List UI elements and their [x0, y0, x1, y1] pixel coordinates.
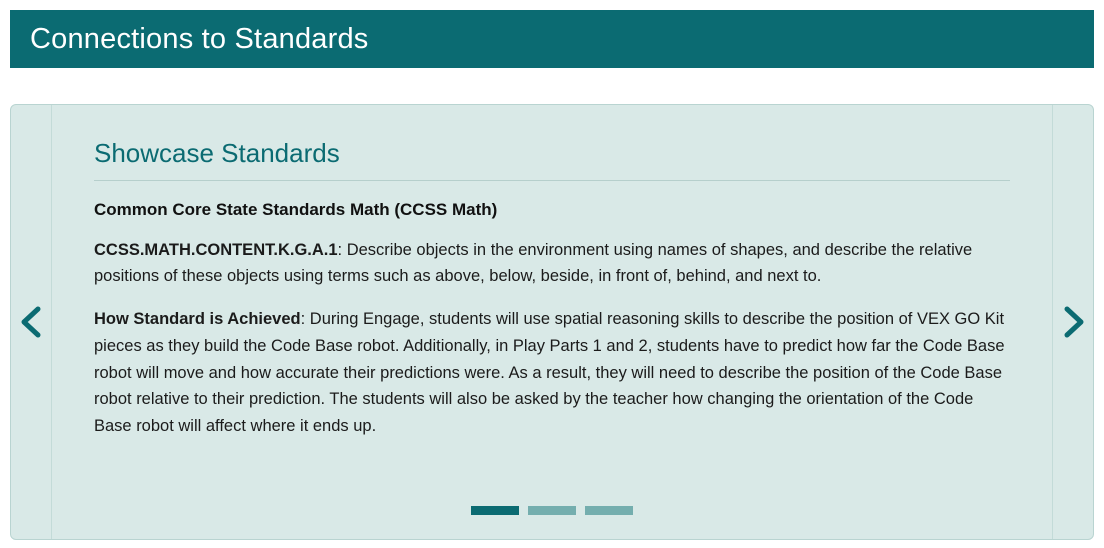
- standard-set-heading: Common Core State Standards Math (CCSS Math): [94, 199, 498, 219]
- carousel-indicator-2[interactable]: [528, 506, 576, 515]
- standard-description-text: : Describe objects in the environment using names of shapes, and describe the relative positions of these objects using terms such as above, below, beside, in front of, behind, and next to.: [94, 240, 973, 286]
- carousel-slide: [51, 105, 1053, 539]
- carousel-indicator-1[interactable]: [471, 506, 519, 515]
- slide-title: Showcase Standards: [94, 139, 1010, 181]
- carousel-prev-button[interactable]: [11, 105, 51, 539]
- standard-code: CCSS.MATH.CONTENT.K.G.A.1: [94, 240, 338, 259]
- standard-description: [94, 237, 1010, 290]
- standard-achieved-text: : During Engage, students will use spatial reasoning skills to describe the position of VEX GO Kit pieces as they build the Code Base robot. Additionally, in Play Parts 1 and 2, students have to predict how far the Code Base robot will move and how accurate their predictions were. As a result, they will need to describe the position of the Code Base robot relative to their prediction. The students will also be asked by the teacher how changing the orientation of the Code Base robot will affect where it ends up.: [94, 310, 1005, 435]
- carousel-next-button[interactable]: [1053, 105, 1093, 539]
- standard-achieved-label: How Standard is Achieved: [94, 310, 301, 329]
- page-header: [10, 10, 1094, 68]
- chevron-left-icon: [18, 305, 44, 339]
- page-title: Connections to Standards: [30, 22, 369, 55]
- carousel-indicator-3[interactable]: [585, 506, 633, 515]
- standards-carousel: [10, 104, 1094, 540]
- standard-achieved: [94, 306, 1010, 440]
- chevron-right-icon: [1060, 305, 1086, 339]
- carousel-indicators: [52, 506, 1052, 515]
